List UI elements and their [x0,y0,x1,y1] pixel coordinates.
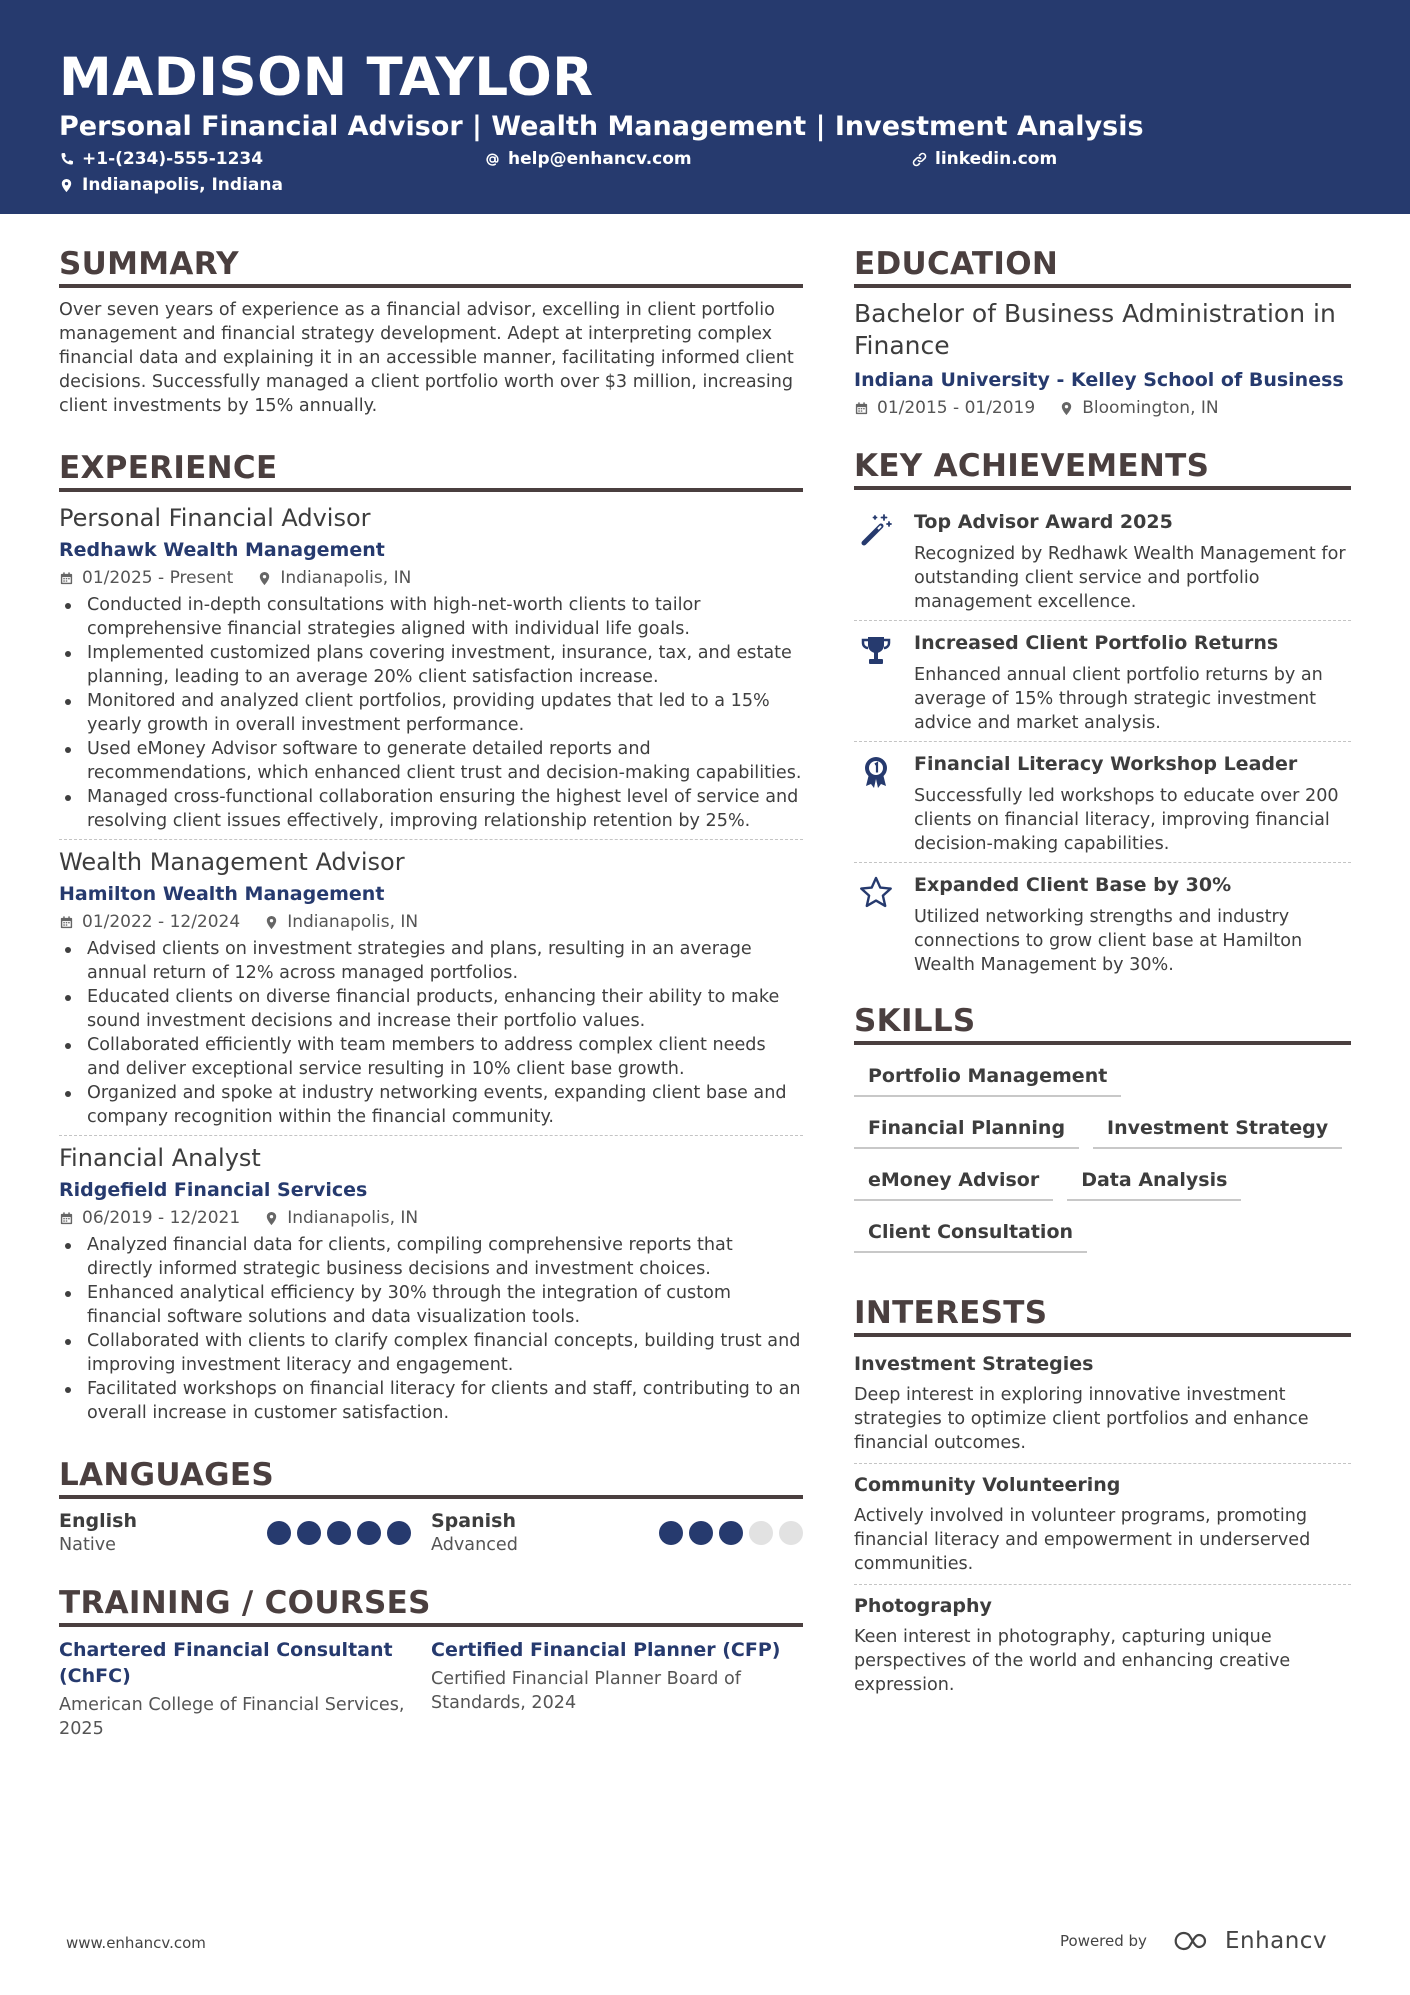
job-bullet: Educated clients on diverse financial products, enhancing their ability to make sound investment decisions and increase their portfolio values. [59,985,803,1033]
course-title: Chartered Financial Consultant (ChFC) [59,1639,393,1687]
rating-dot-filled [659,1521,683,1545]
section-heading: EXPERIENCE [59,448,803,492]
achievement-item [854,620,1351,741]
location-pin-icon [264,915,279,930]
interest-desc: Actively involved in volunteer programs, promoting financial literacy and empowerment in underserved communities. [854,1506,1311,1574]
job-bullet: Used eMoney Advisor software to generate detailed reports and recommendations, which enhanced client trust and decision-making capabilities. [59,737,803,785]
trophy-icon [858,633,894,669]
skill-tag: Portfolio Management [854,1059,1121,1097]
job-bullet: Conducted in-depth consultations with high-net-worth clients to tailor comprehensive financial strategies aligned with individual life goals. [59,593,803,641]
footer-branding[interactable] [1060,1928,1327,1954]
summary-section [59,244,803,418]
email-text: help@enhancv.com [508,149,692,169]
calendar-icon [854,401,869,416]
language-name: English [59,1510,137,1532]
achievements-section [854,446,1351,983]
course-item [431,1637,803,1741]
job-bullets [59,593,803,833]
interest-item [854,1347,1351,1463]
skills-section [854,1001,1351,1253]
interest-title: Photography [854,1595,992,1617]
job-location-text: Indianapolis, IN [280,568,412,588]
job-meta [59,566,803,590]
section-heading: KEY ACHIEVEMENTS [854,446,1351,490]
section-heading: SUMMARY [59,244,803,288]
job-bullet: Collaborated with clients to clarify complex financial concepts, building trust and improving investment literacy and engagement. [59,1329,803,1377]
job-location [264,1206,418,1230]
job-meta [59,1206,803,1230]
job-dates [59,566,233,590]
right-column [854,244,1351,1705]
job-dates [59,910,240,934]
job-role: Personal Financial Advisor [59,504,371,532]
interests-section [854,1293,1351,1705]
section-heading: TRAINING / COURSES [59,1583,803,1627]
location-text: Indianapolis, Indiana [82,175,283,195]
job-bullet: Implemented customized plans covering investment, insurance, tax, and estate planning, leading to an average 20% client satisfaction increase. [59,641,803,689]
job-company: Ridgefield Financial Services [59,1179,368,1201]
section-heading: SKILLS [854,1001,1351,1045]
achievement-title: Expanded Client Base by 30% [914,874,1232,896]
job-bullet: Enhanced analytical efficiency by 30% through the integration of custom financial software solutions and data visualization tools. [59,1281,803,1329]
job-entry [59,839,803,1135]
skill-tag: Client Consultation [854,1215,1087,1253]
interest-desc: Keen interest in photography, capturing unique perspectives of the world and enhancing creative expression. [854,1627,1291,1695]
job-bullets [59,1233,803,1425]
job-bullet: Monitored and analyzed client portfolios, providing updates that led to a 15% yearly growth in overall investment performance. [59,689,803,737]
interest-title: Community Volunteering [854,1474,1121,1496]
rating-dot-filled [689,1521,713,1545]
job-bullet: Collaborated efficiently with team members to address complex client needs and deliver exceptional service resulting in 10% client base growth. [59,1033,803,1081]
location-pin-icon [1059,401,1074,416]
job-bullet: Managed cross-functional collaboration ensuring the highest level of service and resolving client issues effectively, improving relationship retention by 25%. [59,785,803,833]
job-bullet: Advised clients on investment strategies and plans, resulting in an average annual return of 12% across managed portfolios. [59,937,803,985]
skill-tag: Investment Strategy [1093,1111,1342,1149]
link-icon [912,152,927,167]
skill-tag: Data Analysis [1067,1163,1241,1201]
section-heading: LANGUAGES [59,1455,803,1499]
location-pin-icon [59,178,74,193]
summary-text: Over seven years of experience as a financial advisor, excelling in client portfolio management and financial strategy development. Adept at interpreting complex financial data and explaining it in an accessible manner, facilitating informed client decisions. Successfully managed a client portfolio worth over $3 million, increasing client investments by 15% annually. [59,300,794,416]
course-list [59,1637,803,1741]
section-heading: INTERESTS [854,1293,1351,1337]
candidate-title: Personal Financial Advisor | Wealth Management | Investment Analysis [59,111,1144,142]
rating-dot-filled [297,1521,321,1545]
training-section [59,1583,803,1741]
achievement-title: Increased Client Portfolio Returns [914,632,1279,654]
education-meta [854,396,1351,420]
rating-dot-empty [749,1521,773,1545]
interest-item [854,1463,1351,1584]
achievement-icon-wrap [854,508,898,614]
job-role: Wealth Management Advisor [59,848,405,876]
course-item [59,1637,431,1741]
job-dates [59,1206,240,1230]
award-ribbon-icon [858,754,894,790]
section-heading: EDUCATION [854,244,1351,288]
skill-tag: Financial Planning [854,1111,1079,1149]
education-dates-text: 01/2015 - 01/2019 [877,398,1036,418]
rating-dot-filled [719,1521,743,1545]
contact-location [59,174,283,196]
linkedin-text: linkedin.com [935,149,1058,169]
job-dates-text: 01/2022 - 12/2024 [82,912,241,932]
contact-email[interactable] [485,148,692,170]
job-meta [59,910,803,934]
job-dates-text: 01/2025 - Present [82,568,234,588]
achievement-title: Financial Literacy Workshop Leader [914,753,1298,775]
enhancv-logo-icon [1169,1928,1217,1954]
skill-tag: eMoney Advisor [854,1163,1053,1201]
job-entry [59,502,803,839]
course-title: Certified Financial Planner (CFP) [431,1639,781,1661]
course-org: Certified Financial Planner Board of Standards, 2024 [431,1669,741,1713]
interest-title: Investment Strategies [854,1353,1094,1375]
achievement-item [854,741,1351,862]
achievement-title: Top Advisor Award 2025 [914,511,1173,533]
job-dates-text: 06/2019 - 12/2021 [82,1208,241,1228]
achievement-icon-wrap [854,871,898,977]
job-bullet: Facilitated workshops on financial literacy for clients and staff, contributing to an overall increase in customer satisfaction. [59,1377,803,1425]
education-location-text: Bloomington, IN [1082,398,1219,418]
job-location [257,566,411,590]
language-name: Spanish [430,1510,516,1532]
language-rating [267,1521,411,1545]
phone-text: +1-(234)-555-1234 [82,149,264,169]
contact-phone[interactable] [59,148,263,170]
language-item [431,1509,803,1557]
experience-section [59,448,803,1431]
job-bullet: Organized and spoke at industry networking events, expanding client base and company recognition within the financial community. [59,1081,803,1129]
skill-list [854,1059,1351,1253]
education-section [854,244,1351,420]
enhancv-logo [1169,1928,1327,1954]
education-degree: Bachelor of Business Administration in Finance [854,299,1336,360]
rating-dot-filled [267,1521,291,1545]
job-company: Hamilton Wealth Management [59,883,385,905]
job-company: Redhawk Wealth Management [59,539,385,561]
rating-dot-filled [327,1521,351,1545]
language-rating [659,1521,803,1545]
job-location-text: Indianapolis, IN [287,1208,419,1228]
job-location [264,910,418,934]
job-role: Financial Analyst [59,1144,261,1172]
calendar-icon [59,915,74,930]
language-level: Advanced [430,1535,518,1555]
candidate-name: MADISON TAYLOR [59,47,594,108]
language-level: Native [59,1535,116,1555]
rating-dot-filled [357,1521,381,1545]
left-column [59,244,803,1741]
interest-desc: Deep interest in exploring innovative investment strategies to optimize client portfolios and enhance financial outcomes. [854,1385,1309,1453]
achievement-desc: Utilized networking strengths and industry connections to grow client base at Hamilton Wealth Management by 30%. [914,907,1303,975]
education-location [1059,396,1218,420]
magic-wand-icon [858,512,894,548]
education-school: Indiana University - Kelley School of Business [854,369,1344,391]
achievement-item [854,500,1351,620]
calendar-icon [59,571,74,586]
location-pin-icon [264,1211,279,1226]
contact-linkedin[interactable] [912,148,1057,170]
language-list [59,1509,803,1557]
location-pin-icon [257,571,272,586]
rating-dot-empty [779,1521,803,1545]
education-dates [854,396,1035,420]
language-item [59,1509,431,1557]
job-bullets [59,937,803,1129]
enhancv-brand-text: Enhancv [1224,1928,1328,1954]
star-icon [858,875,894,911]
resume-header [0,0,1410,214]
job-location-text: Indianapolis, IN [287,912,419,932]
course-org: American College of Financial Services, 2025 [59,1695,405,1739]
powered-by-label: Powered by [1060,1932,1147,1950]
interest-item [854,1584,1351,1705]
calendar-icon [59,1211,74,1226]
footer-website[interactable]: www.enhancv.com [66,1934,206,1952]
achievement-icon-wrap [854,750,898,856]
achievement-desc: Successfully led workshops to educate over 200 clients on financial literacy, improving financial decision-making capabilities. [914,786,1339,854]
languages-section [59,1455,803,1557]
phone-icon [59,152,74,167]
job-bullet: Analyzed financial data for clients, compiling comprehensive reports that directly informed strategic business decisions and investment choices. [59,1233,803,1281]
job-entry [59,1135,803,1431]
achievement-desc: Recognized by Redhawk Wealth Management for outstanding client service and portfolio management excellence. [914,544,1346,612]
at-sign-icon [485,152,500,167]
achievement-item [854,862,1351,983]
achievement-desc: Enhanced annual client portfolio returns by an average of 15% through strategic investment advice and market analysis. [914,665,1323,733]
rating-dot-filled [387,1521,411,1545]
achievement-icon-wrap [854,629,898,735]
